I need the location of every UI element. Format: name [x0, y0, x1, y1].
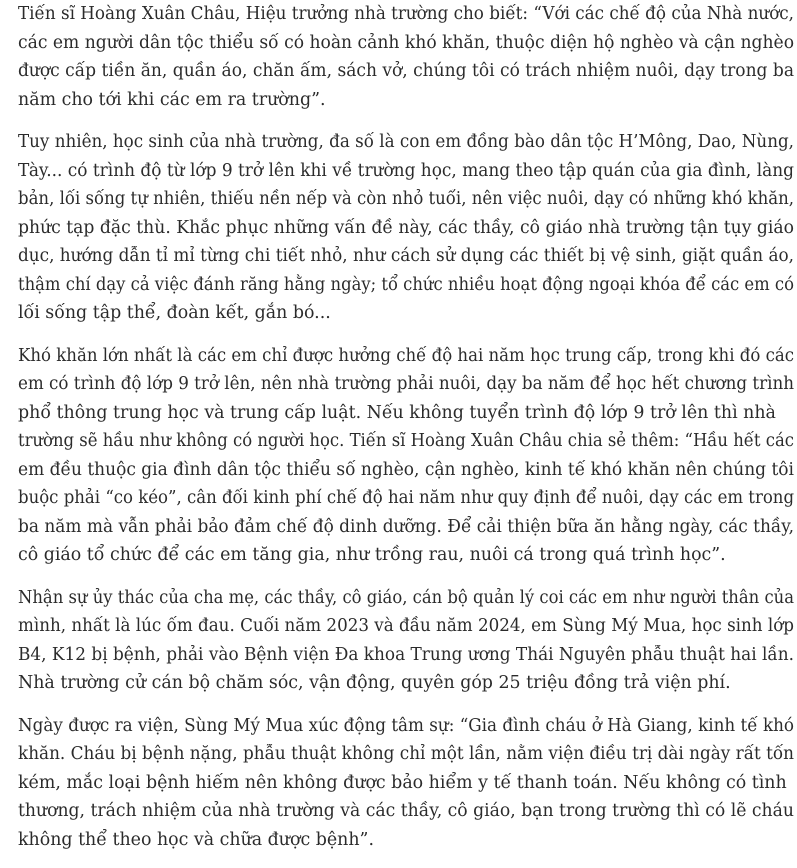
text-line: Tày... có trình độ từ lớp 9 trở lên khi về trường học, mang theo tập quán của gia đình, làng [18, 160, 795, 181]
text-line: các em người dân tộc thiểu số có hoàn cảnh khó khăn, thuộc diện hộ nghèo và cận nghèo [18, 32, 795, 53]
text-line: Ngày được ra viện, Sùng Mý Mua xúc động tâm sự: “Gia đình cháu ở Hà Giang, kinh tế khó [18, 715, 795, 736]
text-line: ba năm mà vẫn phải bảo đảm chế độ dinh dưỡng. Để cải thiện bữa ăn hằng ngày, các thầy, [18, 516, 795, 537]
text-line: kém, mắc loại bệnh hiếm nên không được bảo hiểm y tế thanh toán. Nếu không có tình [18, 772, 787, 793]
text-line: thương, trách nhiệm của nhà trường và các thầy, cô giáo, bạn trong trường thì có lẽ cháu [18, 801, 795, 821]
text-line: cô giáo tổ chức để các em tăng gia, như trồng rau, nuôi cá trong quá trình học”. [18, 545, 726, 565]
paragraph-student-testimony [18, 712, 794, 855]
text-line: khăn. Cháu bị bệnh nặng, phẫu thuật không chỉ một lần, nằm viện điều trị dài ngày rất tốn [18, 744, 795, 764]
text-line: trường sẽ hầu như không có người học. Tiến sĩ Hoàng Xuân Châu chia sẻ thêm: “Hầu hết các [18, 431, 794, 451]
text-line: được cấp tiền ăn, quần áo, chăn ấm, sách vở, chúng tôi có trách nhiệm nuôi, dạy trong ba [18, 61, 795, 81]
paragraph-principal-quote [18, 0, 794, 114]
text-line: phức tạp đặc thù. Khắc phục những vấn đề này, các thầy, cô giáo nhà trường tận tụy giáo [18, 217, 795, 238]
text-line: Tiến sĩ Hoàng Xuân Châu, Hiệu trưởng nhà trường cho biết: “Với các chế độ của Nhà nước, [18, 4, 795, 24]
article-body [18, 0, 794, 868]
paragraph-care-example [18, 584, 794, 698]
text-line: buộc phải “co kéo”, cân đối kinh phí chế độ hai năm như quy định để nuôi, dạy các em trong [18, 488, 795, 508]
text-line: em đều thuộc gia đình dân tộc thiểu số nghèo, cận nghèo, kinh tế khó khăn nên chúng tôi [18, 459, 794, 480]
paragraph-biggest-difficulty [18, 342, 794, 570]
text-line: Khó khăn lớn nhất là các em chỉ được hưởng chế độ hai năm học trung cấp, trong khi đó các [18, 345, 795, 366]
text-line: dục, hướng dẫn tỉ mỉ từng chi tiết nhỏ, như cách sử dụng các thiết bị vệ sinh, giặt quần áo, [18, 246, 795, 266]
text-line: B4, K12 bị bệnh, phải vào Bệnh viện Đa khoa Trung ương Thái Nguyên phẫu thuật hai lần. [18, 644, 794, 665]
text-line: lối sống tập thể, đoàn kết, gắn bó... [18, 303, 331, 323]
text-line: không thể theo học và chữa được bệnh”. [18, 829, 374, 850]
text-line: mình, nhất là lúc ốm đau. Cuối năm 2023 và đầu năm 2024, em Sùng Mý Mua, học sinh lớp [18, 616, 794, 636]
paragraph-students-background [18, 128, 794, 328]
text-line: phổ thông trung học và trung cấp luật. Nếu không tuyển trình độ lớp 9 trở lên thì nhà [18, 402, 776, 423]
text-line: Tuy nhiên, học sinh của nhà trường, đa số là con em đồng bào dân tộc H’Mông, Dao, Nùng, [18, 132, 795, 152]
text-line: năm cho tới khi các em ra trường”. [18, 89, 326, 110]
text-line: Nhà trường cử cán bộ chăm sóc, vận động, quyên góp 25 triệu đồng trả viện phí. [18, 673, 731, 693]
text-line: thậm chí dạy cả việc đánh răng hằng ngày; tổ chức nhiều hoạt động ngoại khóa để các em có [18, 274, 794, 295]
text-line: bản, lối sống tự nhiên, thiếu nền nếp và còn nhỏ tuổi, nên việc nuôi, dạy có những khó khăn, [18, 189, 795, 209]
text-line: em có trình độ lớp 9 trở lên, nên nhà trường phải nuôi, dạy ba năm để học hết chương trình [18, 374, 794, 394]
text-line: Nhận sự ủy thác của cha mẹ, các thầy, cô giáo, cán bộ quản lý coi các em như người thân của [18, 587, 795, 608]
